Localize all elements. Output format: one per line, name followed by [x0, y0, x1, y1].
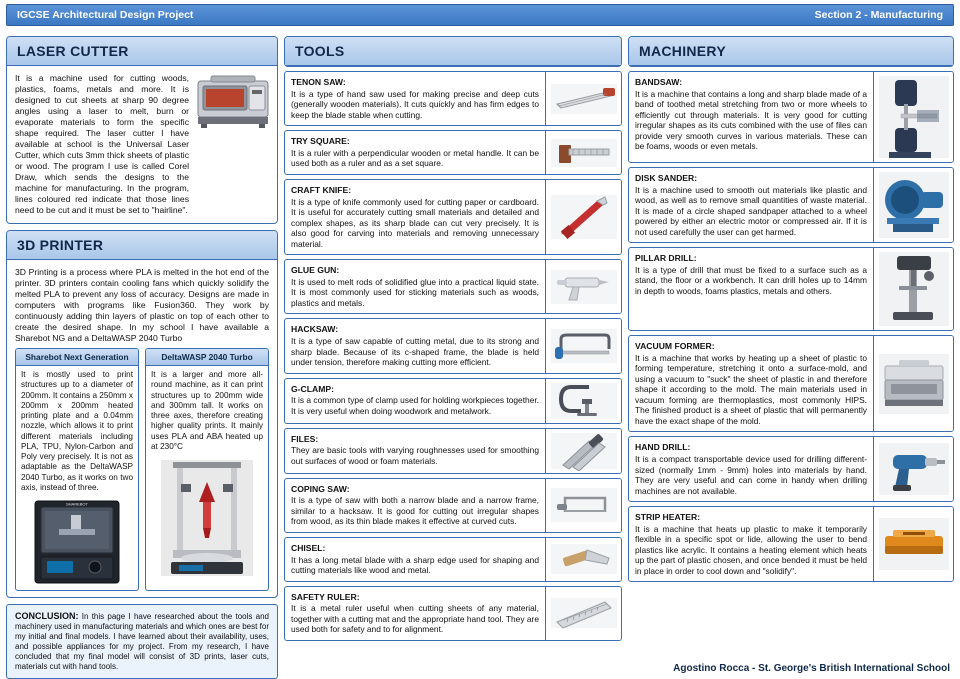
tool-name: TRY SQUARE: [291, 136, 350, 147]
machine-name: VACUUM FORMER: [635, 341, 715, 352]
conclusion-label: CONCLUSION: [15, 611, 79, 621]
tenon-saw-photo [545, 72, 621, 125]
printer-card-deltawasp [145, 348, 269, 591]
laser-cutter-text: It is a machine used for cutting woods, plastics, foams, metals and more. It is designed to cut sheets at sharp 90 degree angles using a laser to melt, burn or evaporate materials to form the specific shape required. The laser cutter I have available at school is the Universal Laser Cutter, which cuts 3mm thick sheets of plastic or wood. The program I use is called Corel Draw, which sends the designs to the machine for manufacturing. In the program, lines coloured red indicate that those lines need to be cut and it must be set to "hairline". [15, 73, 189, 215]
machine-row-pillar-drill [628, 247, 954, 331]
tool-name: SAFETY RULER: [291, 591, 360, 602]
tool-description: It is a ruler with a perpendicular wooden or metal handle. It can be used both as a ruler and as a set square. [291, 147, 539, 169]
tool-row-files [284, 428, 622, 474]
tool-name: FILES: [291, 433, 319, 444]
header-section: Section 2 - Manufacturing [814, 9, 943, 21]
conclusion-text: In this page I have researched about the tools and machinery used in manufacturing materials and which ones are best for my initial and final models. I have learned about their availability, uses, and possible appliances for my project. From my research, I have concluded that my final model will consist of 3D prints, laser cuts, materials cut with hand tools. [15, 612, 269, 672]
machinery-column [628, 36, 954, 674]
try-square-photo [545, 131, 621, 174]
tools-column [284, 36, 622, 674]
tool-row-safety-ruler [284, 586, 622, 641]
sharebot-printer-photo [16, 497, 138, 590]
conclusion-box [6, 604, 278, 679]
tools-list [284, 71, 622, 641]
tool-description: They are basic tools with varying roughnesses used for smoothing out surfaces of wood or foam materials. [291, 445, 539, 466]
machine-description: It is a compact transportable device used for drilling different-sized (normally 1mm - 9mm) holes into materials by hand. They are very useful and can come in handy when drilling machines are not available. [635, 454, 867, 496]
machine-row-strip-heater [628, 506, 954, 582]
machine-row-disk-sander [628, 167, 954, 243]
left-column [6, 36, 278, 674]
strip-heater-photo [873, 507, 953, 581]
tool-description: It is a type of hand saw used for making precise and deep cuts (generally wooden materials). It cuts quickly and has firm edges to keep the blade stable when cutting. [291, 88, 539, 120]
files-photo [545, 429, 621, 473]
machine-description: It is a type of drill that must be fixed to a surface such as a stand, the floor or a workbench. It can drill holes up to 14mm in depth to woods, foams plastics, metals and others. [635, 264, 867, 296]
printer-card-text: It is mostly used to print structures up to a diameter of 200mm. It contains a 250mm x 200mm x 200mm heated printing plate and a 0.04mm nozzle, which allows it to print different materials including PLA, TPU, Nylon-Carbon and Poly very precisely. It is not as adaptable as the DeltaWASP 2040 Turbo, as it works on two axis, instead of three. [21, 370, 133, 492]
chisel-photo [545, 538, 621, 581]
printer-card-text: It is a larger and more all-round machine, as it can print structures up to 200mm wide and 300mm tall. It works on three axes, therefore creating higher quality prints. It mainly uses PLA and ABA heated up at 230°C [151, 370, 263, 451]
printer-card-sharebot [15, 348, 139, 591]
machine-row-bandsaw [628, 71, 954, 163]
page-footer: Agostino Rocca - St. George's British International School [673, 663, 950, 674]
tool-description: It is a common type of clamp used for holding workpieces together. It is very useful when doing woodwork and metalwork. [291, 395, 539, 416]
3d-printer-panel [6, 230, 278, 598]
tool-description: It is a type of saw capable of cutting metal, due to its strong and sharp blade. Because of its c-shaped frame, the blade is held under tension, therefore making cutting more efficient. [291, 336, 539, 368]
tool-row-hacksaw [284, 318, 622, 373]
machinery-panel-header [628, 36, 954, 67]
tool-row-chisel [284, 537, 622, 582]
tool-name: G-CLAMP: [291, 383, 334, 394]
disk-sander-photo [873, 168, 953, 242]
hand-drill-photo [873, 437, 953, 501]
page-header [6, 4, 954, 26]
machine-description: It is a machine that works by heating up a sheet of plastic to forming temperature, stretching it onto a surface-mold, and using a vacuum to "suck" the sheet of plastic in and therefore shape it according to the mold. The main materials used in vacuum forming are thermoplastics, most commonly HIPS. The finished product is a sheet of plastic that will permanently have the exact shape of the mold. [635, 352, 867, 426]
bandsaw-photo [873, 72, 953, 162]
machine-name: STRIP HEATER: [635, 512, 701, 523]
tool-description: It is a type of knife commonly used for cutting paper or cardboard. It is useful for accurately cutting small materials and detailed and complex shapes, as its sharp blade can cut very precisely. It is also good for carving into materials and removing unnecessary material. [291, 196, 539, 249]
laser-cutter-photo [197, 73, 269, 216]
tool-description: It has a long metal blade with a sharp edge used for shaping and cutting materials like wood and metal. [291, 554, 539, 576]
coping-saw-photo [545, 479, 621, 532]
tool-description: It is a type of saw with both a narrow blade and a narrow frame, similar to a hacksaw. It is good for cutting out irregular shapes from wood, as its thin blade makes it effective at curved cuts. [291, 495, 539, 527]
tool-row-try-square [284, 130, 622, 175]
hacksaw-photo [545, 319, 621, 372]
machine-description: It is a machine used to smooth out materials like plastic and wood, as well as to remove small quantities of waste material. It is made of a circle shaped sandpaper attached to a wheel powered by either an electric motor or compressed air. If it is not used carefully the user can get harmed. [635, 184, 867, 237]
vacuum-former-photo [873, 336, 953, 431]
tool-name: GLUE GUN: [291, 265, 340, 276]
machine-name: PILLAR DRILL: [635, 253, 697, 264]
tool-name: CHISEL: [291, 542, 326, 553]
g-clamp-photo [545, 379, 621, 423]
safety-ruler-photo [545, 587, 621, 640]
tool-name: HACKSAW: [291, 324, 339, 335]
laser-cutter-body [7, 66, 277, 223]
tool-row-craft-knife [284, 179, 622, 255]
machinery-title: MACHINERY [629, 37, 953, 66]
tool-description: It is a metal ruler useful when cutting sheets of any material, together with a cutting mat and the appropriate hand tool. They are used both for safety and to for alignment. [291, 603, 539, 635]
tool-name: COPING SAW: [291, 483, 350, 494]
tools-title: TOOLS [285, 37, 621, 66]
deltawasp-printer-photo [146, 456, 268, 583]
tool-name: CRAFT KNIFE: [291, 184, 352, 195]
svg-text:SHAREBOT: SHAREBOT [65, 501, 89, 507]
machine-description: It is a machine that heats up plastic to make it temporarily flexible in a specific spot or lide, allowing the user to bend plastics like acrylic. It contains a heating element which heats up the part of plastic chosen, and once bended it must be held in place in order to cool down and "solidify". [635, 523, 867, 576]
tool-row-g-clamp [284, 378, 622, 424]
3d-printer-cards [7, 348, 277, 597]
tool-row-glue-gun [284, 259, 622, 314]
tools-panel-header [284, 36, 622, 67]
machine-description: It is a machine that contains a long and sharp blade made of a band of toothed metal stretching from two or more wheels to efficiently cut through materials. It is very good for cutting irregular shapes as its cuts combined with the use of files can provide very smooth curves in various materials. These can be foams, woods or even metals. [635, 88, 867, 152]
glue-gun-photo [545, 260, 621, 313]
tool-name: TENON SAW: [291, 77, 346, 87]
printer-card-title: Sharebot Next Generation [16, 349, 138, 366]
machine-row-vacuum-former [628, 335, 954, 432]
tool-row-tenon-saw [284, 71, 622, 126]
printer-card-title: DeltaWASP 2040 Turbo [146, 349, 268, 366]
machine-row-hand-drill [628, 436, 954, 502]
craft-knife-photo [545, 180, 621, 254]
machine-name: DISK SANDER: [635, 173, 698, 183]
pillar-drill-photo [873, 248, 953, 330]
tool-description: It is used to melt rods of solidified glue into a practical liquid state. It is most commonly used for sticking materials such as woods, plastics and metals. [291, 276, 539, 308]
machinery-list [628, 71, 954, 582]
tool-row-coping-saw [284, 478, 622, 533]
laser-cutter-title: LASER CUTTER [7, 37, 277, 66]
machine-name: HAND DRILL: [635, 442, 691, 453]
3d-printer-text: 3D Printing is a process where PLA is melted in the hot end of the printer. 3D printers contain cooling fans which quickly solidify the melted PLA to prevent any loss of accuracy. Designs are made in computers with programs like Fusion360. They work by continuously adding thin layers of plastic on top of each other to create the desired shape. In my school I have available a Sharebot NG and a DeltaWASP 2040 Turbo [15, 267, 269, 343]
laser-cutter-panel [6, 36, 278, 224]
3d-printer-title: 3D PRINTER [7, 231, 277, 260]
header-title: IGCSE Architectural Design Project [17, 9, 194, 21]
machine-name: BANDSAW: [635, 77, 683, 87]
